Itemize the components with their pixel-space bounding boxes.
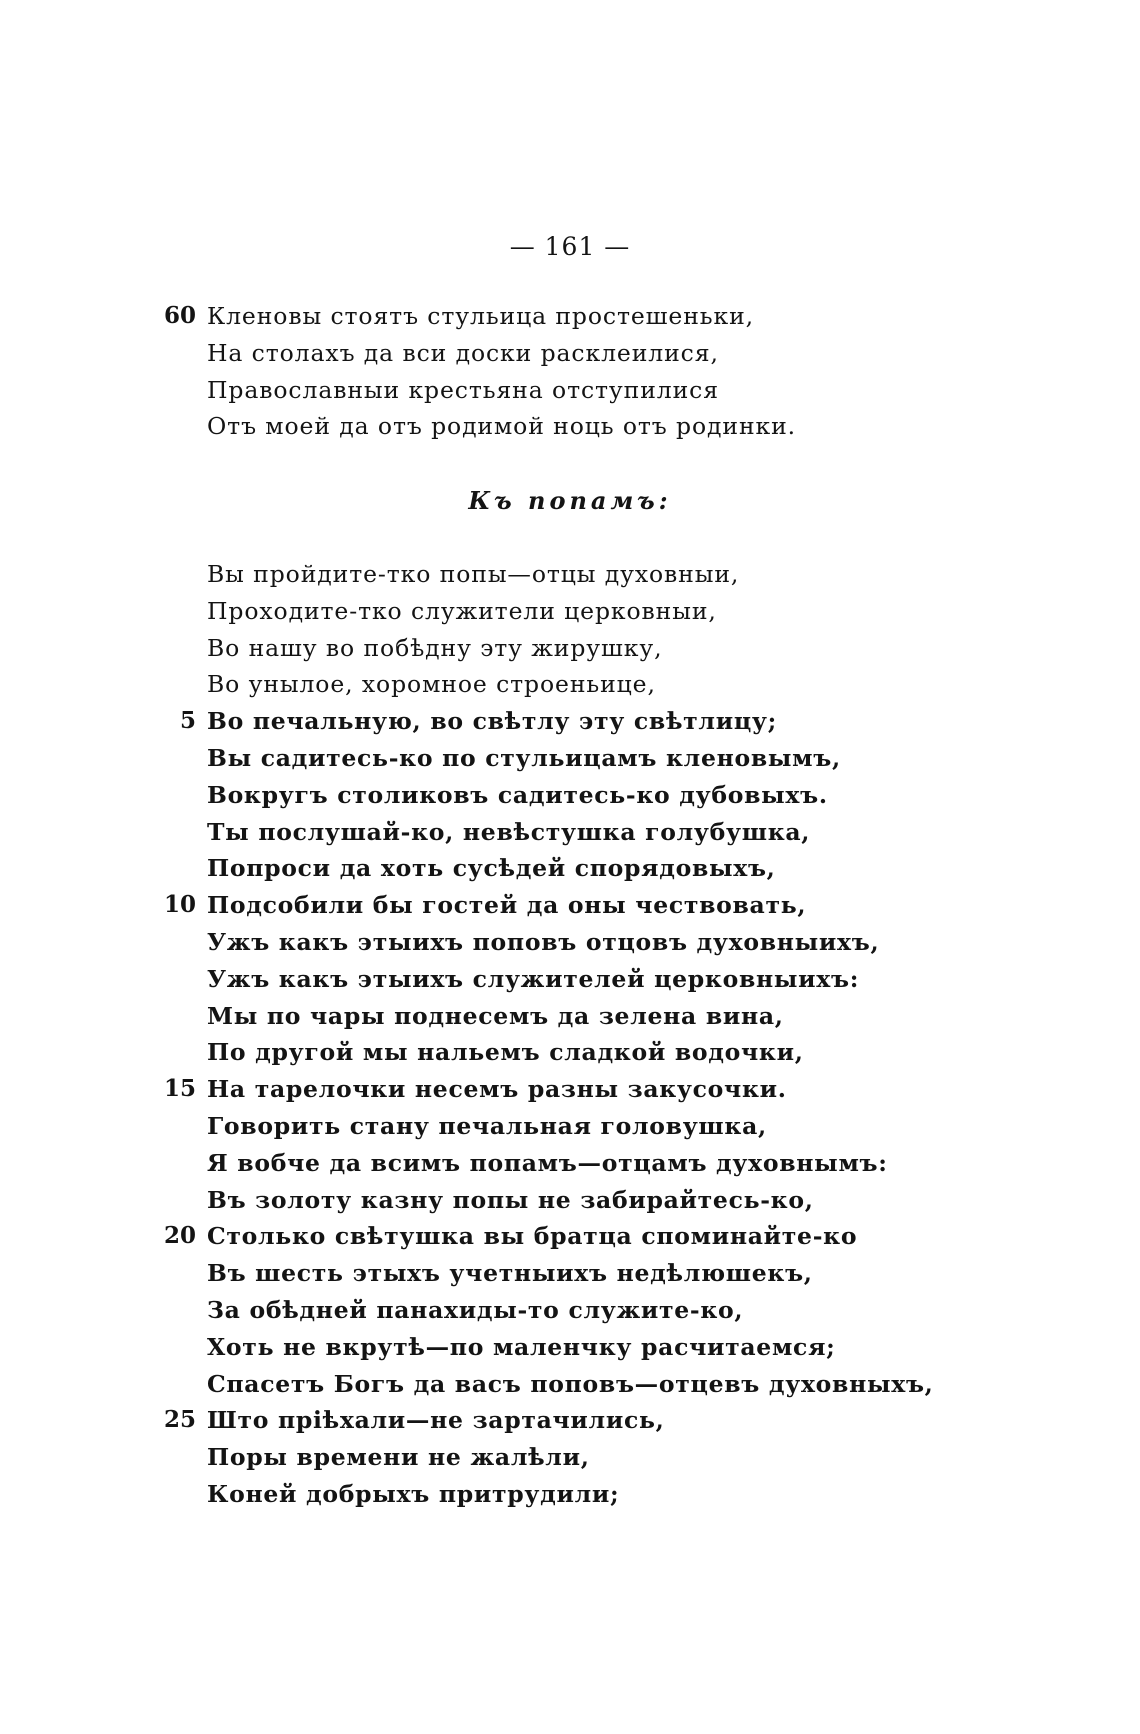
line-number: 10 (163, 891, 196, 919)
verse-text: Ужъ какъ этыихъ поповъ отцовъ духовныихъ, (207, 927, 880, 956)
verse-line (0, 593, 1140, 630)
verse-line (0, 998, 1140, 1035)
verse-text: Мы по чары поднесемъ да зелена вина, (207, 1001, 784, 1030)
verse-text: Въ золоту казну попы не забирайтесь-ко, (207, 1185, 814, 1214)
verse-text: Ужъ какъ этыихъ служителей церковныихъ: (207, 964, 860, 993)
verse-text: На тарелочки несемъ разны закусочки. (207, 1075, 787, 1104)
verse-line (0, 740, 1140, 777)
section-heading: Къ попамъ: (468, 486, 672, 515)
verse-line (0, 777, 1140, 814)
verse-text: Ты послушай-ко, невѣстушка голубушка, (207, 817, 811, 846)
verse-line (0, 556, 1140, 593)
verse-text: Православныи крестьяна отступилися (207, 375, 719, 404)
verse-line (0, 298, 1140, 335)
verse-text: На столахъ да вси доски расклеилися, (207, 338, 719, 367)
verse-line (0, 1329, 1140, 1366)
verse-text: За обѣдней панахиды-то служите-ко, (207, 1295, 744, 1324)
line-number: 15 (163, 1075, 196, 1103)
verse-line (0, 703, 1140, 740)
verse-line (0, 1218, 1140, 1255)
verse-line (0, 1439, 1140, 1476)
line-number: 20 (163, 1222, 196, 1250)
verse-line (0, 372, 1140, 409)
verse-line (0, 408, 1140, 445)
verse-text: Вы садитесь-ко по стульицамъ кленовымъ, (207, 743, 841, 772)
verse-text: Проходите-тко служители церковныи, (207, 596, 717, 625)
verse-text: Столько свѣтушка вы братца споминайте-ко (207, 1222, 858, 1251)
verse-text: Въ шесть этыхъ учетныихъ недѣлюшекъ, (207, 1259, 813, 1288)
verse-line (0, 335, 1140, 372)
verse-line (0, 1292, 1140, 1329)
verse-text: Хоть не вкрутѣ—по маленчку расчитаемся; (207, 1332, 836, 1361)
verse-line (0, 1476, 1140, 1513)
verse-line (0, 1071, 1140, 1108)
verse-text: Поры времени не жалѣли, (207, 1443, 590, 1472)
verse-line (0, 1366, 1140, 1403)
verse-text: Што пріѣхали—не зартачились, (207, 1406, 665, 1435)
verse-text: Во печальную, во свѣтлу эту свѣтлицу; (207, 707, 778, 736)
verse-line (0, 850, 1140, 887)
line-number: 60 (163, 302, 196, 329)
verse-line (0, 924, 1140, 961)
verse-line (0, 1108, 1140, 1145)
verse-text: Вы пройдите-тко попы—отцы духовныи, (207, 560, 740, 588)
poem-stanza-top (0, 298, 1140, 445)
verse-text: Вокругъ столиковъ садитесь-ко дубовыхъ. (207, 780, 828, 809)
verse-text: Попроси да хоть сусѣдей спорядовыхъ, (207, 854, 776, 883)
verse-text: Во нашу во побѣдну эту жирушку, (207, 633, 663, 662)
verse-text: Во унылое, хоромное строеньице, (207, 670, 656, 699)
verse-line (0, 1182, 1140, 1219)
line-number: 25 (163, 1406, 196, 1434)
verse-line (0, 1255, 1140, 1292)
verse-text: Кленовы стоятъ стульица простешеньки, (207, 302, 755, 330)
verse-line (0, 1402, 1140, 1439)
page-number: — 161 — (509, 232, 631, 261)
verse-text: Отъ моей да отъ родимой ноць отъ родинки. (207, 412, 797, 441)
verse-line (0, 887, 1140, 924)
poem-body (0, 556, 1140, 1513)
verse-text: Я вобче да всимъ попамъ—отцамъ духовнымъ: (207, 1148, 888, 1177)
verse-text: Подсобили бы гостей да оны чествовать, (207, 891, 807, 920)
verse-line (0, 1145, 1140, 1182)
verse-text: По другой мы нальемъ сладкой водочки, (207, 1038, 804, 1067)
verse-line (0, 814, 1140, 851)
verse-line (0, 1034, 1140, 1071)
line-number: 5 (179, 707, 196, 735)
verse-text: Коней добрыхъ притрудили; (207, 1479, 620, 1508)
verse-text: Говорить стану печальная головушка, (207, 1111, 767, 1140)
verse-line (0, 666, 1140, 703)
verse-line (0, 961, 1140, 998)
verse-line (0, 630, 1140, 667)
verse-text: Спасетъ Богъ да васъ поповъ—отцевъ духовныхъ, (207, 1369, 934, 1398)
